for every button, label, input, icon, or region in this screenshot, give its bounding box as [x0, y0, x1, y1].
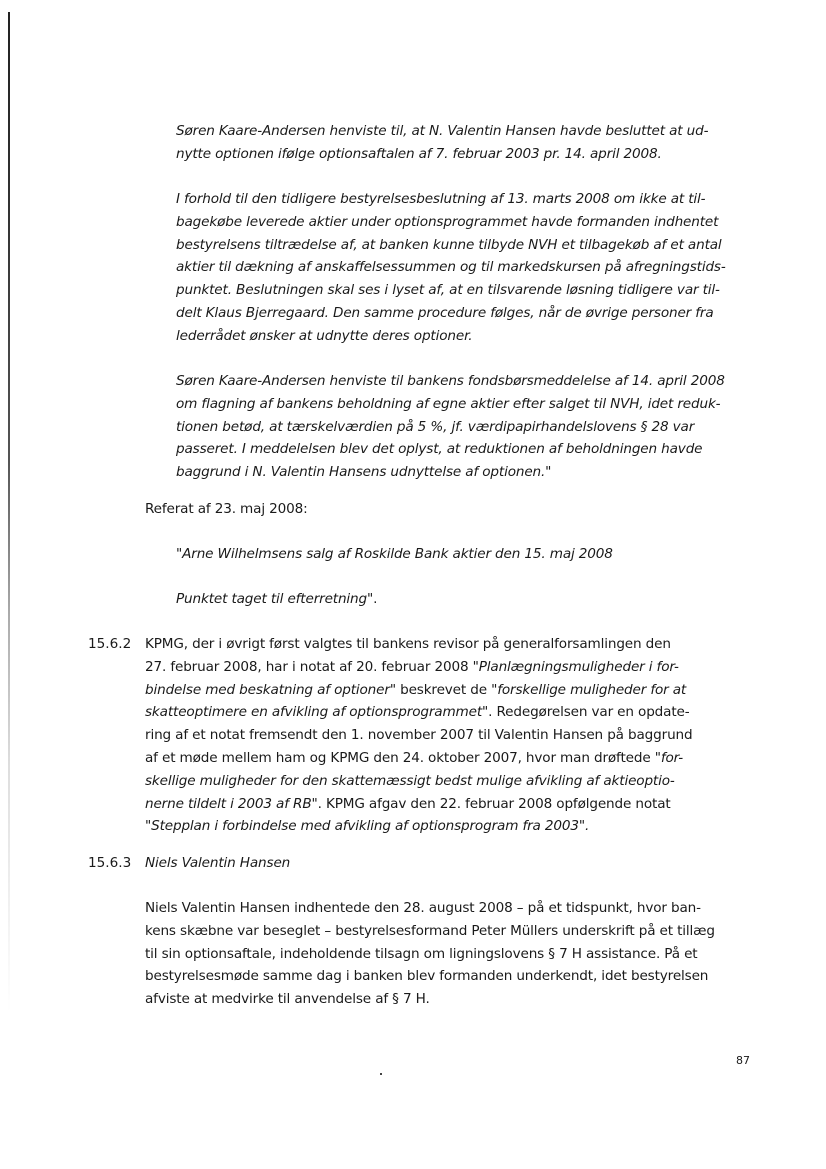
scan-edge-line — [8, 12, 10, 1012]
quoted-paragraph-3 — [176, 370, 766, 484]
referat-quote-end — [176, 588, 766, 611]
italic-segment: forskellige muligheder for at — [497, 681, 687, 698]
text-segment: 27. februar 2008, har i notat af 20. februar 2008 " — [145, 658, 479, 675]
referat-quote-tail: ". — [367, 591, 378, 607]
text-line — [145, 656, 755, 679]
text-line: om flagning af bankens beholdning af egne aktier efter salget til NVH, idet reduk- — [176, 395, 721, 412]
scan-speck — [380, 1073, 382, 1075]
text-line — [145, 679, 755, 702]
text-line: lederrådet ønsker at udnytte deres optioner. — [176, 327, 473, 344]
quoted-paragraph-2 — [176, 188, 766, 348]
referat-quote — [176, 543, 766, 566]
text-line: afviste at medvirke til anvendelse af § 7 H. — [145, 991, 430, 1008]
section-15-6-3-body — [145, 897, 755, 1011]
italic-segment: "Stepplan i forbindelse med afvikling af optionsprogram fra 2003". — [145, 818, 590, 835]
italic-segment: skellige muligheder for den skattemæssigt bedst mulige afvikling af aktieoptio- — [145, 772, 675, 789]
section-15-6-2-body — [145, 633, 755, 838]
text-line — [145, 724, 755, 747]
text-line: bestyrelsens tiltrædelse af, at banken kunne tilbyde NVH et tilbagekøb af et antal — [176, 236, 722, 253]
text-segment: af et møde mellem ham og KPMG den 24. oktober 2007, hvor man drøftede " — [145, 749, 661, 766]
text-line — [145, 815, 755, 838]
text-segment: " beskrevet de " — [389, 681, 498, 698]
text-line: Søren Kaare-Andersen henviste til, at N. Valentin Hansen havde besluttet at ud- — [176, 123, 709, 139]
referat-quote-line-2 — [176, 588, 766, 611]
text-segment: ring af et notat fremsendt den 1. november 2007 til Valentin Hansen på baggrund — [145, 727, 693, 744]
text-line: aktier til dækning af anskaffelsessummen og til markedskursen på afregningstids- — [176, 259, 726, 276]
referat-heading-text: Referat af 23. maj 2008: — [145, 501, 308, 517]
section-15-6-3-title: Niels Valentin Hansen — [145, 855, 291, 871]
text-line — [145, 770, 755, 793]
text-line: I forhold til den tidligere bestyrelsesbeslutning af 13. marts 2008 om ikke at til- — [176, 191, 706, 207]
text-line — [145, 701, 755, 724]
text-line: bestyrelsesmøde samme dag i banken blev formanden underkendt, idet bestyrelsen — [145, 968, 709, 985]
text-line: tionen betød, at tærskelværdien på 5 %, jf. værdipapirhandelslovens § 28 var — [176, 418, 695, 435]
referat-quote-italic: Punktet taget til efterretning — [176, 591, 368, 607]
text-segment: KPMG, der i øvrigt først valgtes til bankens revisor på generalforsamlingen den — [145, 636, 671, 652]
text-segment: ". Redegørelsen var en opdate- — [482, 704, 690, 721]
referat-heading — [145, 498, 745, 521]
italic-segment: nerne tildelt i 2003 af RB — [145, 795, 312, 812]
text-line: Niels Valentin Hansen indhentede den 28. august 2008 – på et tidspunkt, hvor ban- — [145, 900, 701, 916]
quoted-paragraph-1 — [176, 120, 766, 166]
italic-segment: bindelse med beskatning af optioner — [145, 681, 390, 698]
italic-segment: for- — [660, 749, 684, 766]
text-line: til sin optionsaftale, indeholdende tilsagn om ligningslovens § 7 H assistance. På et — [145, 945, 698, 962]
text-segment: ". KPMG afgav den 22. februar 2008 opfølgende notat — [311, 795, 671, 812]
text-line: nytte optionen ifølge optionsaftalen af 7. februar 2003 pr. 14. april 2008. — [176, 145, 662, 162]
text-line — [145, 633, 755, 656]
section-number-15-6-2: 15.6.2 — [88, 636, 132, 652]
italic-segment: Planlægningsmuligheder i for- — [478, 658, 679, 675]
text-line: punktet. Beslutningen skal ses i lyset af, at en tilsvarende løsning tidligere var til- — [176, 282, 720, 299]
text-line: baggrund i N. Valentin Hansens udnyttelse af optionen." — [176, 464, 552, 481]
text-line: Søren Kaare-Andersen henviste til bankens fondsbørsmeddelelse af 14. april 2008 — [176, 373, 725, 389]
text-line — [145, 793, 755, 816]
text-line — [145, 747, 755, 770]
text-line: bagekøbe leverede aktier under optionsprogrammet havde formanden indhentet — [176, 213, 719, 230]
page-number: 87 — [736, 1054, 750, 1067]
text-line: kens skæbne var beseglet – bestyrelsesformand Peter Müllers underskrift på et tillæg — [145, 922, 715, 939]
referat-quote-line-1: "Arne Wilhelmsens salg af Roskilde Bank aktier den 15. maj 2008 — [176, 546, 613, 562]
text-line: delt Klaus Bjerregaard. Den samme procedure følges, når de øvrige personer fra — [176, 304, 714, 321]
section-number-15-6-3: 15.6.3 — [88, 855, 132, 871]
italic-segment: skatteoptimere en afvikling af optionsprogrammet — [145, 704, 483, 721]
text-line: passeret. I meddelelsen blev det oplyst, at reduktionen af beholdningen havde — [176, 441, 703, 458]
